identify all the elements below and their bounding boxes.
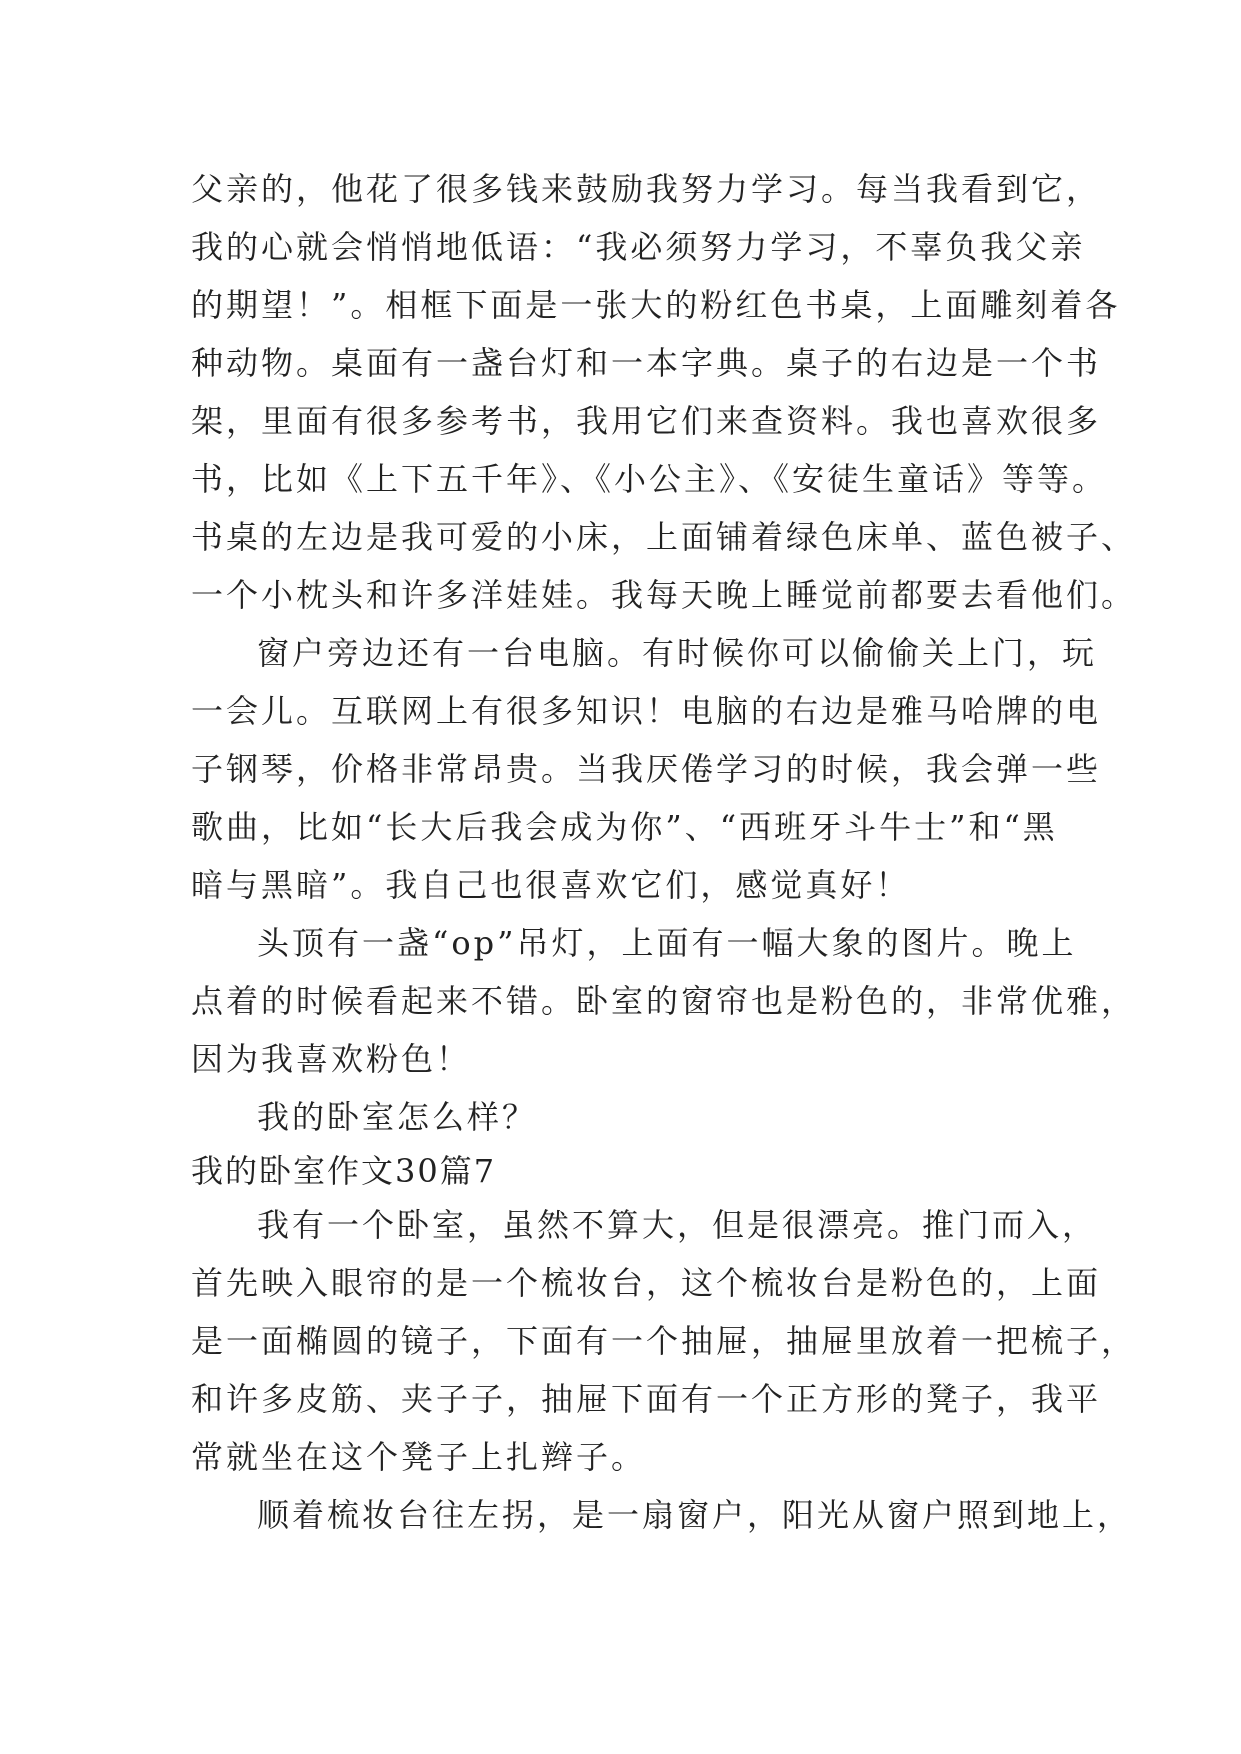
- paragraph-line: 因为我喜欢粉色！: [191, 1040, 472, 1078]
- paragraph-line: 书，比如《上下五千年》、《小公主》、《安徒生童话》等等。: [191, 460, 1108, 498]
- paragraph-line: 种动物。桌面有一盏台灯和一本字典。桌子的右边是一个书: [191, 344, 1102, 382]
- section-title: 我的卧室作文30篇7: [191, 1152, 497, 1190]
- paragraph-line: 暗与黑暗”。我自己也很喜欢它们，感觉真好！: [191, 866, 911, 904]
- paragraph-line: 我的心就会悄悄地低语：“我必须努力学习，不辜负我父亲: [191, 228, 1086, 266]
- paragraph-line: 常就坐在这个凳子上扎辫子。: [191, 1438, 647, 1476]
- paragraph-line: 和许多皮筋、夹子子，抽屉下面有一个正方形的凳子，我平: [191, 1380, 1102, 1418]
- paragraph-line: 架，里面有很多参考书，我用它们来查资料。我也喜欢很多: [191, 402, 1102, 440]
- paragraph-line: 的期望！”。相框下面是一张大的粉红色书桌，上面雕刻着各: [191, 286, 1121, 324]
- paragraph-line: 一会儿。互联网上有很多知识！电脑的右边是雅马哈牌的电: [191, 692, 1102, 730]
- paragraph-line: 窗户旁边还有一台电脑。有时候你可以偷偷关上门，玩: [257, 634, 1098, 672]
- paragraph-line: 子钢琴，价格非常昂贵。当我厌倦学习的时候，我会弹一些: [191, 750, 1102, 788]
- paragraph-line: 顺着梳妆台往左拐，是一扇窗户，阳光从窗户照到地上，: [257, 1496, 1133, 1534]
- paragraph-line: 书桌的左边是我可爱的小床，上面铺着绿色床单、蓝色被子、: [191, 518, 1137, 556]
- paragraph-line: 我有一个卧室，虽然不算大，但是很漂亮。推门而入，: [257, 1206, 1098, 1244]
- paragraph-line: 点着的时候看起来不错。卧室的窗帘也是粉色的，非常优雅，: [191, 982, 1137, 1020]
- paragraph-line: 歌曲，比如“长大后我会成为你”、“西班牙斗牛士”和“黑: [191, 808, 1058, 846]
- document-body: [191, 160, 1137, 1544]
- paragraph-line: 是一面椭圆的镜子，下面有一个抽屉，抽屉里放着一把梳子，: [191, 1322, 1137, 1360]
- paragraph-line: 我的卧室怎么样？: [257, 1098, 538, 1136]
- paragraph-line: 头顶有一盏“op”吊灯，上面有一幅大象的图片。晚上: [257, 924, 1077, 962]
- paragraph-line: 父亲的，他花了很多钱来鼓励我努力学习。每当我看到它，: [191, 170, 1102, 208]
- paragraph-line: 一个小枕头和许多洋娃娃。我每天晚上睡觉前都要去看他们。: [191, 576, 1137, 614]
- paragraph-line: 首先映入眼帘的是一个梳妆台，这个梳妆台是粉色的，上面: [191, 1264, 1102, 1302]
